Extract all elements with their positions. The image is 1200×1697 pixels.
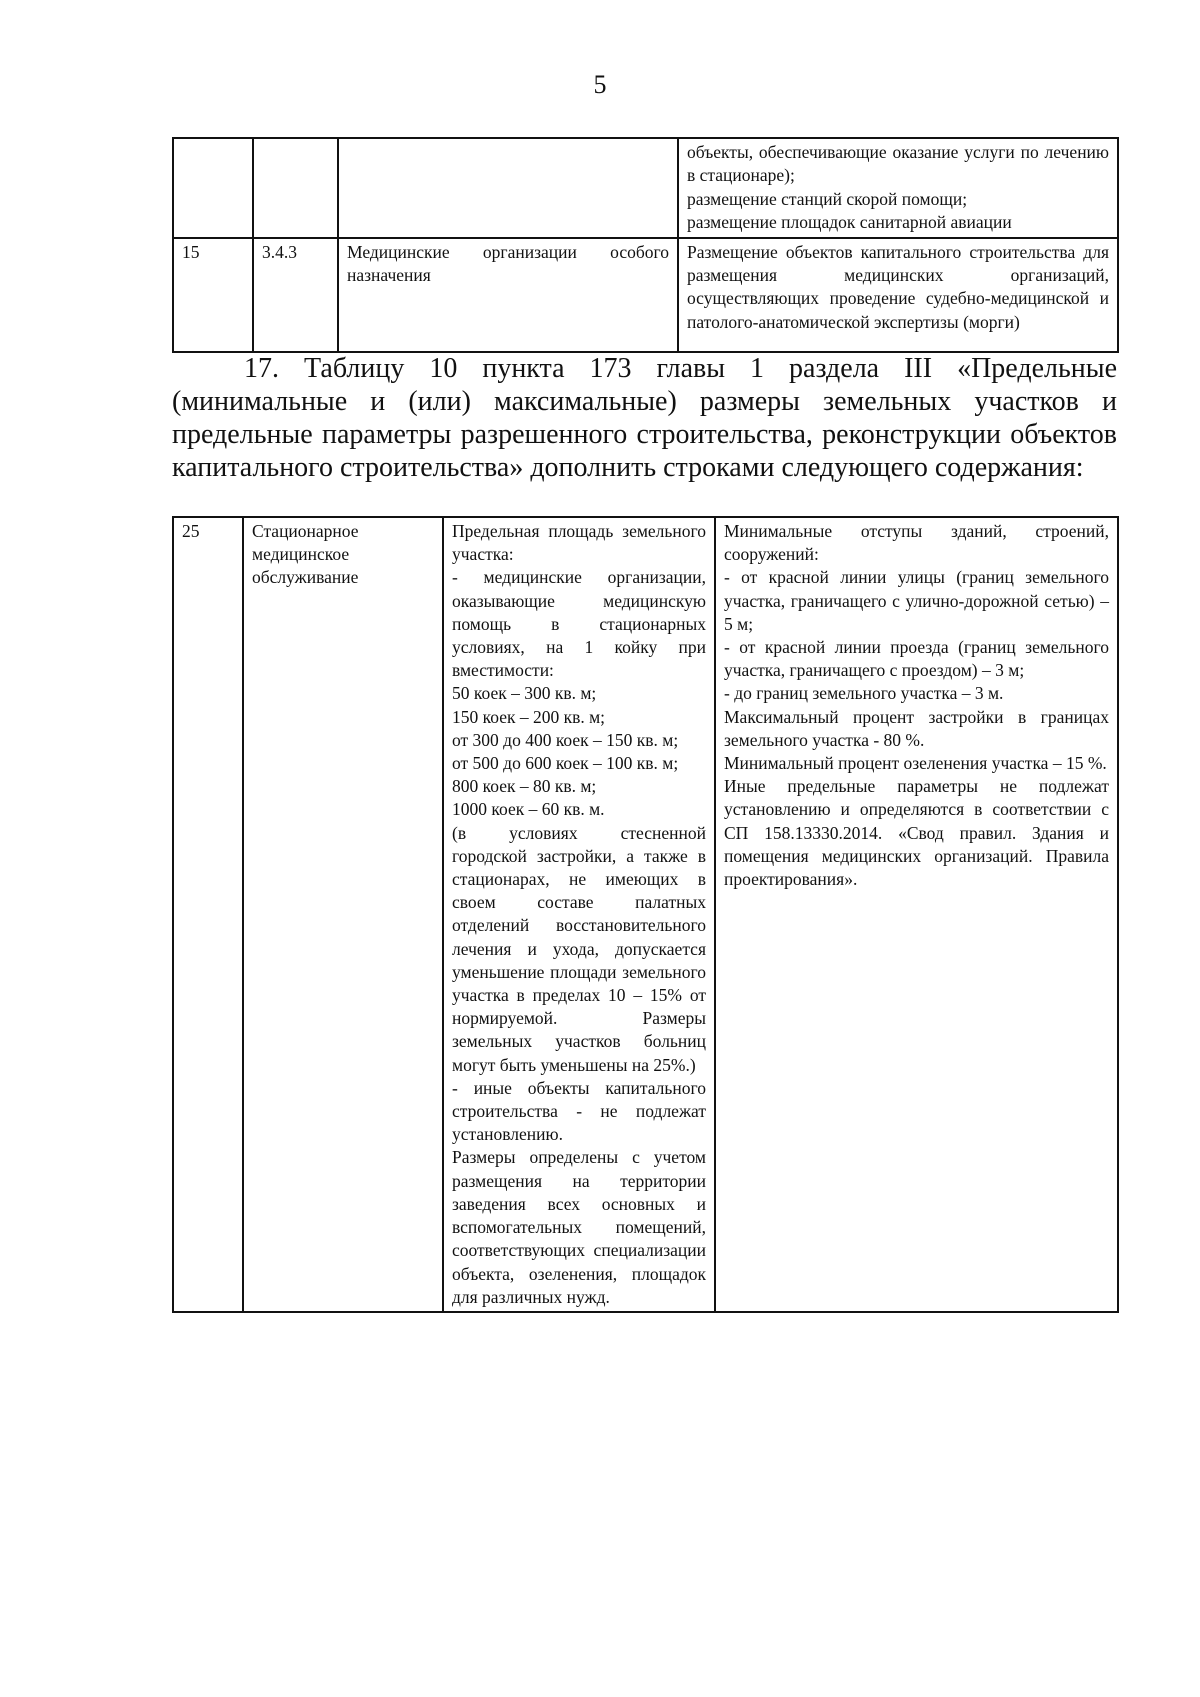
description-line: объекты, обеспечивающие оказание услуги по лечению в стационаре); (687, 142, 1109, 186)
area-line: Предельная площадь земельного участка: (452, 521, 706, 565)
area-line: 800 коек – 80 кв. м; (452, 776, 597, 797)
parameter-line: - до границ земельного участка – 3 м. (724, 683, 1004, 704)
parameter-line: Минимальный процент озеленения участка – 15 %. (724, 753, 1107, 774)
description-cell (678, 138, 1118, 238)
paragraph-text: 17. Таблицу 10 пункта 173 главы 1 раздела III «Предельные (минимальные и (или) максимальные) размеры земельных участков и предельные параметры разрешенного строительства, реконструкции объектов капитального строительства» дополнить строками следующего содержания: (172, 353, 1117, 483)
land-use-table-continuation (172, 137, 1119, 353)
code-cell (253, 138, 338, 238)
amendment-paragraph (172, 352, 1117, 484)
area-line: 50 коек – 300 кв. м; (452, 683, 597, 704)
parameter-line: - от красной линии улицы (границ земельного участка, граничащего с улично-дорожной сетью) – 5 м; (724, 567, 1109, 634)
parameter-line: Иные предельные параметры не подлежат установлению и определяются в соответствии с СП 158.13330.2014. «Свод правил. Здания и помещения медицинских организаций. Правила проектирования». (724, 776, 1109, 890)
area-line: 1000 коек – 60 кв. м. (452, 799, 605, 820)
description-line: размещение станций скорой помощи; (687, 188, 968, 209)
description-line: размещение площадок санитарной авиации (687, 212, 1012, 233)
area-line: Размеры определены с учетом размещения на территории заведения всех основных и вспомогательных помещений, соответствующих специализации объекта, озеленения, площадок для различных нужд. (452, 1147, 706, 1307)
parameters-table (172, 516, 1119, 1313)
parameter-line: - от красной линии проезда (границ земельного участка, граничащего с проездом) – 3 м; (724, 637, 1109, 681)
area-line: - иные объекты капитального строительства - не подлежат установлению. (452, 1077, 706, 1145)
land-area-cell (443, 517, 715, 1312)
area-line: (в условиях стесненной городской застройки, а также в стационарах, не имеющих в своем составе палатных отделений восстановительного лечения и ухода, допускается уменьшение площади земельного участка в пределах 10 – 15% от нормируемой. Размеры земельных участков больниц могут быть уменьшены на 25%.) (452, 822, 706, 1075)
land-use-name-cell: Стационарное медицинское обслуживание (243, 517, 443, 1312)
area-line: - медицинские организации, оказывающие медицинскую помощь в стационарных условиях, на 1 койку при вместимости: (452, 567, 706, 681)
area-line: 150 коек – 200 кв. м; (452, 706, 606, 727)
name-cell: Медицинские организации особого назначения (338, 238, 678, 352)
row-number-cell: 15 (173, 238, 253, 352)
table-row (173, 517, 1118, 1312)
parameters-cell (715, 517, 1118, 1312)
code-cell: 3.4.3 (253, 238, 338, 352)
area-line: от 300 до 400 коек – 150 кв. м; (452, 729, 679, 750)
page-number: 5 (593, 70, 607, 99)
name-cell (338, 138, 678, 238)
area-line: от 500 до 600 коек – 100 кв. м; (452, 753, 679, 774)
description-line: Размещение объектов капитального строительства для размещения медицинских организаций, осуществляющих проведение судебно-медицинской и патолого-анатомической экспертизы (морги) (687, 241, 1109, 332)
row-number-cell (173, 138, 253, 238)
row-number-cell: 25 (173, 517, 243, 1312)
table-row (173, 138, 1118, 238)
description-cell (678, 238, 1118, 352)
table-row (173, 238, 1118, 352)
parameter-line: Максимальный процент застройки в границах земельного участка - 80 %. (724, 706, 1109, 750)
parameter-line: Минимальные отступы зданий, строений, сооружений: (724, 521, 1109, 565)
